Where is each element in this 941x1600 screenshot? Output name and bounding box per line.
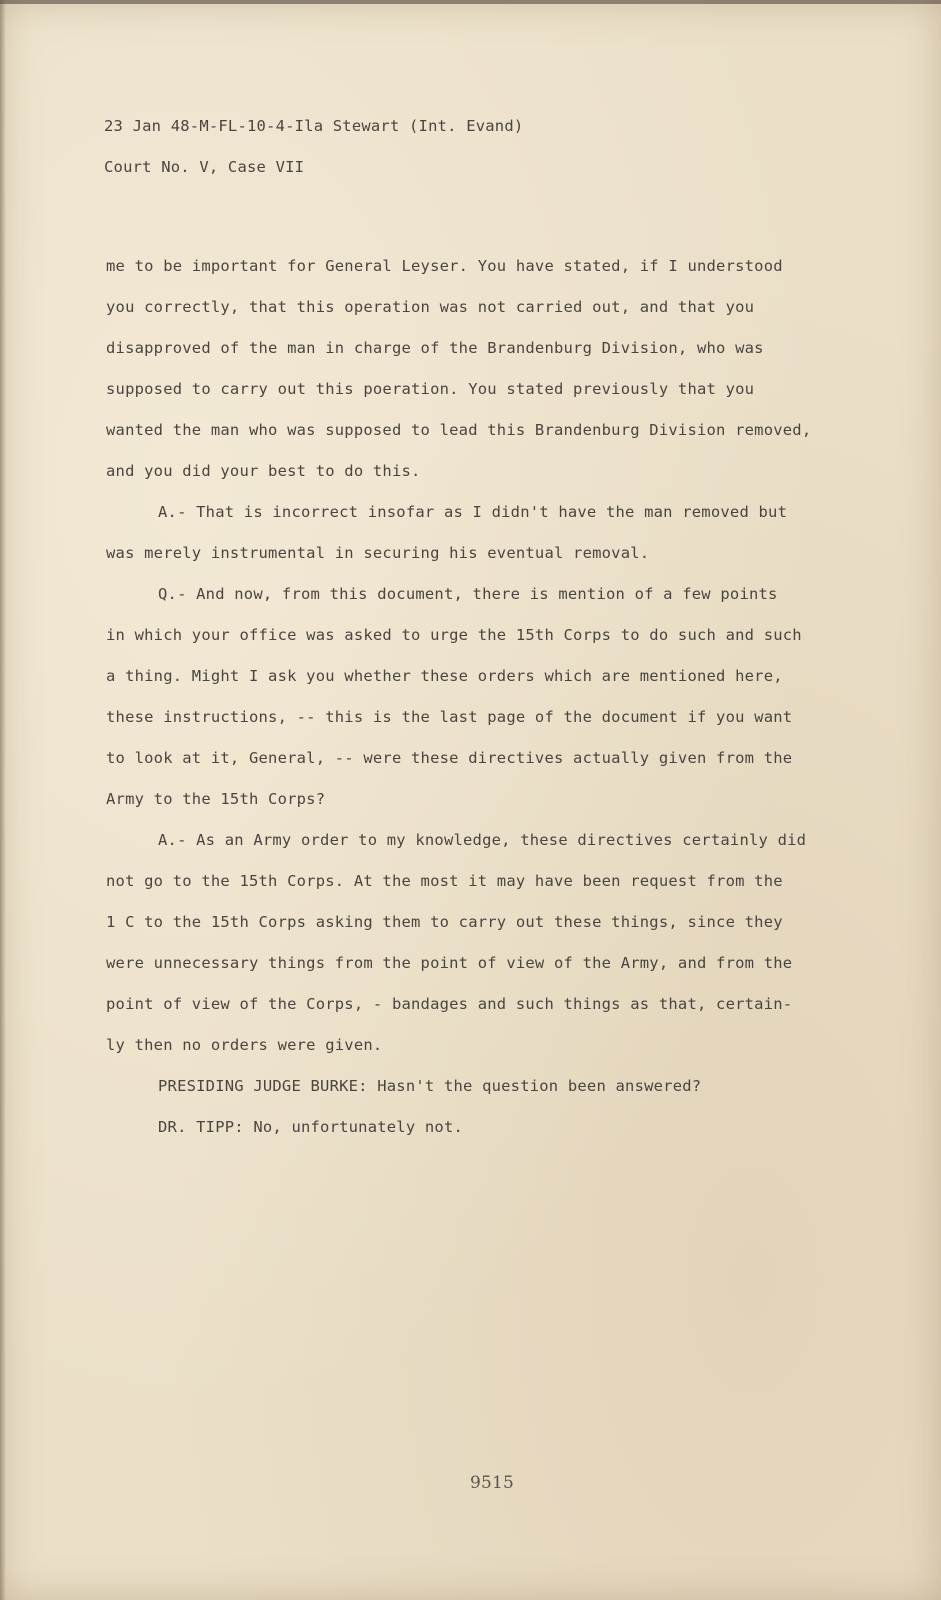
header-line-1: 23 Jan 48-M-FL-10-4-Ila Stewart (Int. Evand) xyxy=(104,117,524,135)
body-line: and you did your best to do this. xyxy=(106,462,421,480)
body-line: supposed to carry out this poeration. You stated previously that you xyxy=(106,380,755,398)
speaker-line: DR. TIPP: No, unfortunately not. xyxy=(158,1118,464,1136)
body-line: these instructions, -- this is the last page of the document if you want xyxy=(106,708,793,726)
body-line: 1 C to the 15th Corps asking them to carry out these things, since they xyxy=(106,913,783,931)
question-line: Q.- And now, from this document, there is mention of a few points xyxy=(158,585,778,603)
body-line: wanted the man who was supposed to lead this Brandenburg Division removed, xyxy=(106,421,812,439)
body-line: point of view of the Corps, - bandages and such things as that, certain- xyxy=(106,995,793,1013)
page-top-edge xyxy=(0,0,941,4)
body-line: you correctly, that this operation was not carried out, and that you xyxy=(106,298,755,316)
body-line: were unnecessary things from the point of view of the Army, and from the xyxy=(106,954,793,972)
answer-line: A.- That is incorrect insofar as I didn't have the man removed but xyxy=(158,503,788,521)
body-line: Army to the 15th Corps? xyxy=(106,790,326,808)
body-line: me to be important for General Leyser. You have stated, if I understood xyxy=(106,257,783,275)
body-line: disapproved of the man in charge of the Brandenburg Division, who was xyxy=(106,339,764,357)
speaker-line: PRESIDING JUDGE BURKE: Hasn't the question been answered? xyxy=(158,1077,702,1095)
body-line: in which your office was asked to urge the 15th Corps to do such and such xyxy=(106,626,802,644)
page-left-edge xyxy=(0,0,6,1600)
body-line: was merely instrumental in securing his eventual removal. xyxy=(106,544,650,562)
page-number: 9515 xyxy=(470,1473,515,1493)
header-line-2: Court No. V, Case VII xyxy=(104,158,305,176)
body-line: ly then no orders were given. xyxy=(106,1036,383,1054)
body-line: a thing. Might I ask you whether these orders which are mentioned here, xyxy=(106,667,783,685)
body-line: not go to the 15th Corps. At the most it may have been request from the xyxy=(106,872,783,890)
answer-line: A.- As an Army order to my knowledge, these directives certainly did xyxy=(158,831,807,849)
body-line: to look at it, General, -- were these directives actually given from the xyxy=(106,749,793,767)
